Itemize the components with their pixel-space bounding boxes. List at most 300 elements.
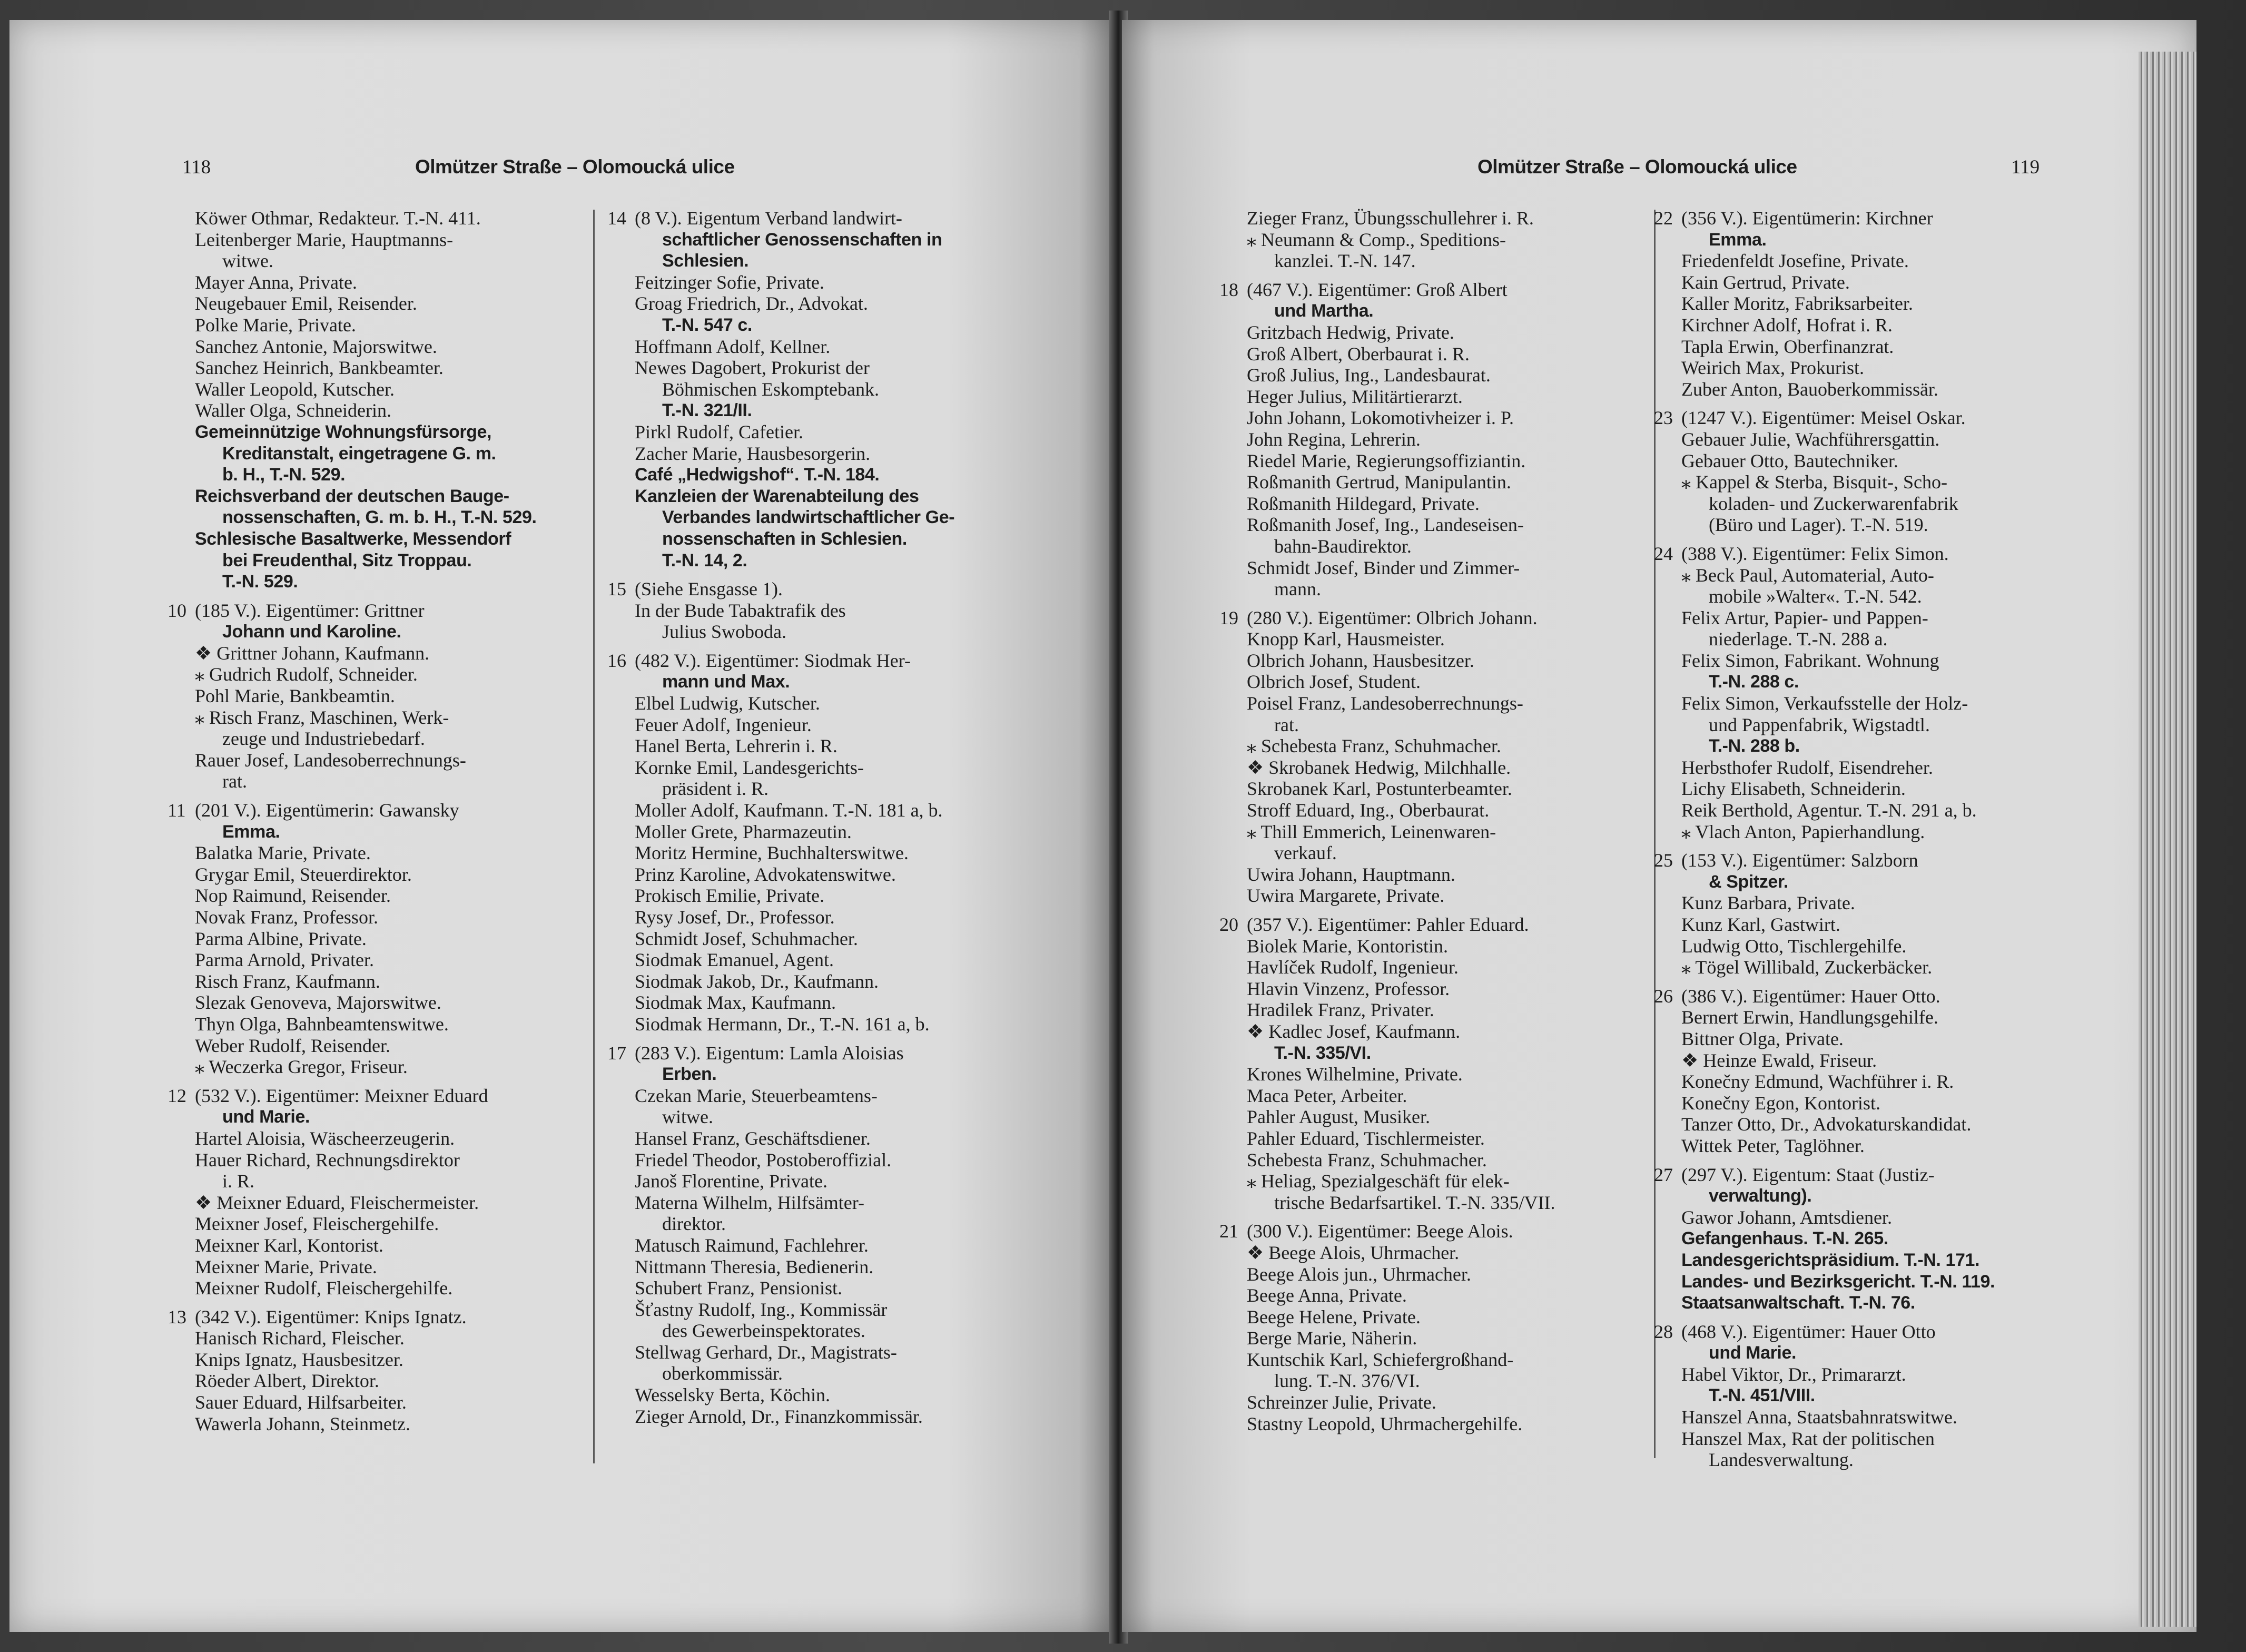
line-text: niederlage. T.-N. 288 a.: [1709, 628, 1888, 650]
line-text: Emma.: [222, 821, 280, 842]
entry-gap: [1219, 600, 1651, 607]
line-text: John Johann, Lokomotivheizer i. P.: [1247, 407, 1514, 429]
line-text: Beege Helene, Private.: [1247, 1306, 1421, 1328]
line-text: Feitzinger Sofie, Private.: [635, 271, 824, 293]
line-text: Stastny Leopold, Uhrmachergehilfe.: [1247, 1413, 1523, 1434]
directory-line: [1219, 735, 1651, 757]
entry-gap: [1654, 978, 2086, 986]
directory-line: [1654, 936, 2086, 957]
line-text: (482 V.). Eigentümer: Siodmak Her-: [635, 650, 911, 671]
line-text: Kreditanstalt, eingetragene G. m.: [222, 443, 496, 464]
house-number: 15: [607, 578, 626, 600]
directory-line: [607, 1106, 1029, 1128]
directory-line: [1219, 1021, 1651, 1043]
directory-line: [607, 250, 1029, 272]
directory-line: [1654, 1228, 2086, 1250]
line-text: Roßmanith Josef, Ing., Landeseisen-: [1247, 514, 1524, 536]
line-text: In der Bude Tabaktrafik des: [635, 599, 846, 621]
house-number: 24: [1654, 543, 1673, 564]
line-text: (388 V.). Eigentümer: Felix Simon.: [1681, 543, 1949, 564]
line-text: Hanszel Max, Rat der politischen: [1681, 1428, 1935, 1449]
entry-gap: [607, 571, 1029, 578]
directory-line: [607, 885, 1029, 907]
directory-line: [607, 1085, 1029, 1107]
directory-line: [1654, 1093, 2086, 1114]
directory-line: [1219, 1306, 1651, 1328]
line-text: Nop Raimund, Reisender.: [195, 885, 391, 907]
line-text: Czekan Marie, Steuerbeamtens-: [635, 1085, 878, 1106]
line-text: (1247 V.). Eigentümer: Meisel Oskar.: [1681, 407, 1966, 429]
directory-line: [607, 400, 1029, 421]
line-text: trische Bedarfsartikel. T.-N. 335/VII.: [1274, 1192, 1555, 1213]
directory-line: [1219, 1149, 1651, 1171]
line-text: Roßmanith Gertrud, Manipulantin.: [1247, 471, 1511, 493]
directory-line: [1219, 671, 1651, 693]
directory-line: [607, 778, 1029, 800]
line-text: Sanchez Antonie, Majorswitwe.: [195, 336, 437, 357]
directory-line: [1654, 586, 2086, 607]
line-text: Köwer Othmar, Redakteur. T.-N. 411.: [195, 208, 481, 229]
directory-line: [168, 864, 589, 886]
directory-line: [1654, 1185, 2086, 1207]
directory-line: [607, 272, 1029, 293]
line-text: Schlesien.: [662, 251, 749, 271]
line-text: Emma.: [1709, 229, 1767, 250]
house-number: 18: [1219, 279, 1238, 300]
line-text: Sauer Eduard, Hilfsarbeiter.: [195, 1392, 407, 1413]
house-number: 20: [1219, 914, 1238, 935]
line-text: Groß Julius, Ing., Landesbaurat.: [1247, 365, 1491, 386]
line-text: ❖ Meixner Eduard, Fleischermeister.: [195, 1192, 479, 1213]
line-text: Kain Gertrud, Private.: [1681, 271, 1850, 293]
line-text: Waller Leopold, Kutscher.: [195, 378, 395, 400]
line-text: Leitenberger Marie, Hauptmanns-: [195, 229, 454, 250]
line-text: oberkommissär.: [662, 1363, 783, 1384]
directory-line: [1654, 714, 2086, 736]
directory-line: [1219, 300, 1651, 322]
directory-line: [607, 1256, 1029, 1278]
line-text: Olbrich Johann, Hausbesitzer.: [1247, 650, 1474, 671]
house-number: 23: [1654, 407, 1673, 429]
line-text: des Gewerbeinspektorates.: [662, 1320, 865, 1342]
directory-line: [1219, 1349, 1651, 1371]
line-text: T.-N. 14, 2.: [662, 550, 747, 571]
line-text: Meixner Karl, Kontorist.: [195, 1234, 383, 1256]
directory-line: [168, 1192, 589, 1214]
line-text: ⁎ Schebesta Franz, Schuhmacher.: [1247, 735, 1501, 757]
directory-line: [607, 842, 1029, 864]
directory-line: [168, 528, 589, 550]
directory-line: [1219, 229, 1651, 251]
directory-line: [1654, 1207, 2086, 1228]
line-text: Knips Ignatz, Hausbesitzer.: [195, 1349, 403, 1370]
line-text: Schmidt Josef, Schuhmacher.: [635, 928, 858, 949]
line-text: lung. T.-N. 376/VI.: [1274, 1370, 1420, 1392]
entry-gap: [1219, 907, 1651, 914]
directory-line: [607, 757, 1029, 779]
directory-line: [1219, 450, 1651, 472]
line-text: Herbsthofer Rudolf, Eisendreher.: [1681, 756, 1933, 778]
directory-line: [1654, 735, 2086, 757]
line-text: Reik Berthold, Agentur. T.-N. 291 a, b.: [1681, 800, 1977, 821]
line-text: Siodmak Hermann, Dr., T.-N. 161 a, b.: [635, 1013, 930, 1035]
line-text: Hlavin Vinzenz, Professor.: [1247, 978, 1450, 999]
entry-gap: [607, 643, 1029, 650]
directory-line: [1654, 821, 2086, 843]
directory-line: [1219, 693, 1651, 714]
house-number: 22: [1654, 208, 1673, 229]
line-text: (342 V.). Eigentümer: Knips Ignatz.: [195, 1306, 467, 1328]
line-text: Sanchez Heinrich, Bankbeamter.: [195, 357, 444, 379]
directory-line: [607, 208, 1029, 229]
directory-line: [1219, 343, 1651, 365]
line-text: Mayer Anna, Private.: [195, 271, 357, 293]
line-text: und Pappenfabrik, Wigstadtl.: [1709, 714, 1930, 735]
line-text: Schlesische Basaltwerke, Messendorf: [195, 528, 511, 549]
directory-line: [1654, 565, 2086, 586]
line-text: Staatsanwaltschaft. T.-N. 76.: [1681, 1293, 1915, 1313]
directory-line: [1219, 1128, 1651, 1149]
directory-line: [1654, 850, 2086, 871]
directory-line: [1219, 1106, 1651, 1128]
line-text: Balatka Marie, Private.: [195, 842, 371, 864]
directory-line: [1654, 1321, 2086, 1343]
line-text: ⁎ Tögel Willibald, Zuckerbäcker.: [1681, 957, 1933, 978]
line-text: Newes Dagobert, Prokurist der: [635, 357, 870, 379]
line-text: Schubert Franz, Pensionist.: [635, 1277, 842, 1299]
directory-line: [607, 992, 1029, 1014]
line-text: mann.: [1274, 578, 1321, 600]
line-text: ⁎ Risch Franz, Maschinen, Werk-: [195, 706, 449, 728]
line-text: Konečny Edmund, Wachführer i. R.: [1681, 1071, 1954, 1093]
line-text: Lichy Elisabeth, Schneiderin.: [1681, 778, 1906, 800]
directory-line: [168, 971, 589, 992]
line-text: (Siehe Ensgasse 1).: [635, 578, 783, 600]
directory-line: [1219, 842, 1651, 864]
line-text: Reichsverband der deutschen Bauge-: [195, 486, 509, 506]
line-text: (300 V.). Eigentümer: Beege Alois.: [1247, 1221, 1513, 1242]
line-text: bahn-Baudirektor.: [1274, 535, 1412, 557]
directory-line: [1654, 1364, 2086, 1385]
directory-line: [607, 1342, 1029, 1363]
directory-line: [1219, 1064, 1651, 1085]
line-text: Felix Artur, Papier- und Pappen-: [1681, 607, 1928, 628]
directory-line: [168, 1256, 589, 1278]
line-text: Moritz Hermine, Buchhalterswitwe.: [635, 842, 909, 864]
line-text: Erben.: [662, 1064, 717, 1085]
line-text: Moller Adolf, Kaufmann. T.-N. 181 a, b.: [635, 800, 943, 821]
directory-line: [168, 1328, 589, 1349]
directory-line: [607, 800, 1029, 821]
line-text: mobile »Walter«. T.-N. 542.: [1709, 586, 1922, 607]
line-text: bei Freudenthal, Sitz Troppau.: [222, 550, 472, 571]
directory-line: [168, 600, 589, 622]
line-text: Felix Simon, Fabrikant. Wohnung: [1681, 650, 1939, 671]
directory-line: [168, 842, 589, 864]
left-column-1: [168, 208, 589, 1434]
line-text: Feuer Adolf, Ingenieur.: [635, 714, 812, 735]
directory-line: [168, 643, 589, 664]
directory-line: [607, 578, 1029, 600]
line-text: Šťastny Rudolf, Ing., Kommissär: [635, 1299, 888, 1320]
directory-line: [168, 571, 589, 593]
directory-line: [1654, 671, 2086, 693]
directory-line: [168, 1106, 589, 1128]
directory-line: [168, 1306, 589, 1328]
house-number: 11: [168, 800, 186, 821]
line-text: T.-N. 288 b.: [1709, 736, 1800, 756]
line-text: Johann und Karoline.: [222, 622, 401, 642]
directory-line: [607, 1277, 1029, 1299]
directory-line: [168, 771, 589, 792]
directory-line: [607, 821, 1029, 843]
directory-line: [168, 1213, 589, 1235]
directory-line: [607, 507, 1029, 528]
line-text: Gebauer Otto, Bautechniker.: [1681, 450, 1898, 471]
directory-line: [607, 600, 1029, 622]
entry-gap: [1654, 842, 2086, 850]
directory-line: [168, 621, 589, 643]
directory-line: [168, 1413, 589, 1435]
line-text: Pirkl Rudolf, Cafetier.: [635, 421, 803, 442]
line-text: Waller Olga, Schneiderin.: [195, 400, 391, 421]
line-text: ⁎ Vlach Anton, Papierhandlung.: [1681, 821, 1925, 842]
directory-line: [1654, 892, 2086, 914]
house-number: 27: [1654, 1164, 1673, 1185]
line-text: Gefangenhaus. T.-N. 265.: [1681, 1228, 1888, 1249]
directory-line: [607, 1299, 1029, 1321]
line-text: John Regina, Lehrerin.: [1247, 428, 1421, 450]
line-text: schaftlicher Genossenschaften in: [662, 229, 942, 250]
directory-line: [168, 379, 589, 400]
directory-line: [1219, 1171, 1651, 1192]
line-text: T.-N. 335/VI.: [1274, 1043, 1371, 1063]
directory-line: [168, 336, 589, 358]
line-text: Uwira Margarete, Private.: [1247, 885, 1445, 907]
line-text: Beege Anna, Private.: [1247, 1285, 1407, 1306]
directory-line: [1219, 821, 1651, 843]
directory-line: [607, 864, 1029, 886]
directory-line: [168, 928, 589, 950]
directory-line: [1219, 429, 1651, 450]
line-text: (201 V.). Eigentümerin: Gawansky: [195, 800, 459, 821]
line-text: (532 V.). Eigentümer: Meixner Eduard: [195, 1085, 488, 1106]
directory-line: [607, 1363, 1029, 1384]
directory-line: [1219, 1413, 1651, 1435]
line-text: Stroff Eduard, Ing., Oberbaurat.: [1247, 800, 1490, 821]
line-text: koladen- und Zuckerwarenfabrik: [1709, 493, 1958, 514]
left-column-2: [607, 208, 1029, 1427]
entry-gap: [1654, 1157, 2086, 1164]
line-text: nossenschaften in Schlesien.: [662, 528, 907, 549]
directory-line: [1654, 800, 2086, 821]
line-text: Meixner Marie, Private.: [195, 1256, 377, 1277]
directory-line: [168, 1035, 589, 1057]
directory-line: [1219, 557, 1651, 579]
house-number: 12: [168, 1085, 186, 1106]
line-text: Heger Julius, Militärtierarzt.: [1247, 386, 1463, 407]
directory-line: [607, 421, 1029, 443]
directory-line: [168, 1277, 589, 1299]
directory-line: [168, 486, 589, 507]
line-text: kanzlei. T.-N. 147.: [1274, 250, 1416, 272]
line-text: Rysy Josef, Dr., Professor.: [635, 907, 835, 928]
directory-line: [168, 949, 589, 971]
line-text: Janoš Florentine, Private.: [635, 1171, 828, 1192]
directory-line: [168, 1056, 589, 1078]
directory-line: [607, 1320, 1029, 1342]
line-text: Elbel Ludwig, Kutscher.: [635, 693, 820, 714]
directory-line: [168, 728, 589, 750]
line-text: Gawor Johann, Amtsdiener.: [1681, 1206, 1892, 1228]
line-text: Parma Arnold, Privater.: [195, 949, 374, 971]
directory-line: [1219, 978, 1651, 1000]
line-text: Kaller Moritz, Fabriksarbeiter.: [1681, 293, 1913, 314]
directory-line: [1654, 778, 2086, 800]
line-text: Böhmischen Eskomptebank.: [662, 378, 879, 400]
line-text: Slezak Genoveva, Majorswitwe.: [195, 992, 441, 1014]
entry-gap: [1219, 272, 1651, 279]
line-text: Prinz Karoline, Advokatenswitwe.: [635, 863, 896, 885]
line-text: (467 V.). Eigentümer: Groß Albert: [1247, 279, 1508, 300]
directory-line: [1654, 229, 2086, 251]
line-text: Schmidt Josef, Binder und Zimmer-: [1247, 557, 1520, 578]
house-number: 25: [1654, 850, 1673, 871]
directory-line: [1219, 628, 1651, 650]
directory-line: [1654, 1385, 2086, 1407]
line-text: Kunz Barbara, Private.: [1681, 892, 1855, 914]
directory-line: [1219, 1043, 1651, 1064]
line-text: ❖ Heinze Ewald, Friseur.: [1681, 1049, 1877, 1071]
directory-line: [607, 1064, 1029, 1085]
line-text: Novak Franz, Professor.: [195, 907, 378, 928]
line-text: Landesgerichtspräsidium. T.-N. 171.: [1681, 1250, 1980, 1270]
line-text: Havlíček Rudolf, Ingenieur.: [1247, 957, 1459, 978]
directory-line: [1654, 693, 2086, 714]
line-text: und Marie.: [1709, 1343, 1797, 1363]
directory-line: [1219, 279, 1651, 301]
line-text: Poisel Franz, Landesoberrechnungs-: [1247, 693, 1523, 714]
directory-line: [1654, 1050, 2086, 1071]
line-text: ❖ Beege Alois, Uhrmacher.: [1247, 1242, 1460, 1263]
line-text: Prokisch Emilie, Private.: [635, 885, 824, 907]
directory-line: [1654, 1342, 2086, 1364]
house-number: 16: [607, 650, 626, 671]
line-text: direktor.: [662, 1213, 726, 1235]
line-text: (356 V.). Eigentümerin: Kirchner: [1681, 208, 1933, 229]
line-text: ⁎ Neumann & Comp., Speditions-: [1247, 229, 1506, 250]
directory-line: [607, 1014, 1029, 1035]
directory-line: [607, 1171, 1029, 1192]
line-text: Moller Grete, Pharmazeutin.: [635, 821, 852, 842]
line-text: Kunz Karl, Gastwirt.: [1681, 914, 1840, 935]
line-text: Stellwag Gerhard, Dr., Magistrats-: [635, 1341, 897, 1363]
right-column-1: [1219, 208, 1651, 1434]
directory-line: [607, 314, 1029, 336]
line-text: zeuge und Industriebedarf.: [222, 728, 425, 750]
line-text: rat.: [222, 771, 247, 792]
directory-line: [168, 421, 589, 443]
right-running-title: Olmützer Straße – Olomoucká ulice: [1477, 156, 1797, 178]
directory-line: [1654, 757, 2086, 779]
line-text: (357 V.). Eigentümer: Pahler Eduard.: [1247, 914, 1529, 935]
line-text: Olbrich Josef, Student.: [1247, 671, 1421, 693]
directory-line: [607, 693, 1029, 714]
directory-line: [1654, 957, 2086, 978]
house-number: 14: [607, 208, 626, 229]
directory-line: [168, 1349, 589, 1371]
directory-line: [1219, 322, 1651, 343]
directory-line: [1219, 1285, 1651, 1306]
directory-line: [1654, 336, 2086, 358]
entry-gap: [1654, 536, 2086, 543]
line-text: Zuber Anton, Bauoberkommissär.: [1681, 378, 1938, 400]
house-number: 13: [168, 1306, 186, 1328]
left-running-title: Olmützer Straße – Olomoucká ulice: [415, 156, 735, 178]
directory-line: [1219, 778, 1651, 800]
line-text: Hanisch Richard, Fleischer.: [195, 1328, 405, 1349]
directory-line: [168, 507, 589, 528]
line-text: Hoffmann Adolf, Kellner.: [635, 336, 831, 357]
line-text: b. H., T.-N. 529.: [222, 465, 346, 485]
line-text: ⁎ Beck Paul, Automaterial, Auto-: [1681, 564, 1934, 586]
line-text: T.-N. 529.: [222, 572, 298, 592]
directory-line: [1654, 1292, 2086, 1314]
directory-line: [1219, 386, 1651, 408]
directory-line: [1219, 607, 1651, 629]
line-text: Wittek Peter, Taglöhner.: [1681, 1135, 1865, 1156]
right-page-number: 119: [2011, 156, 2040, 178]
directory-line: [607, 928, 1029, 950]
line-text: T.-N. 321/II.: [662, 400, 752, 421]
line-text: Polke Marie, Private.: [195, 314, 356, 336]
directory-line: [1654, 379, 2086, 400]
directory-line: [607, 1406, 1029, 1428]
line-text: Groß Albert, Oberbaurat i. R.: [1247, 343, 1470, 365]
line-text: Uwira Johann, Hauptmann.: [1247, 863, 1455, 885]
line-text: Hanel Berta, Lehrerin i. R.: [635, 735, 838, 757]
directory-line: [168, 400, 589, 421]
line-text: ⁎ Heliag, Spezialgeschäft für elek-: [1247, 1171, 1510, 1192]
directory-line: [168, 314, 589, 336]
line-text: (283 V.). Eigentum: Lamla Aloisias: [635, 1042, 904, 1064]
line-text: Gebauer Julie, Wachführersgattin.: [1681, 428, 1940, 450]
line-text: Maca Peter, Arbeiter.: [1247, 1085, 1407, 1106]
line-text: Roßmanith Hildegard, Private.: [1247, 493, 1480, 514]
directory-line: [1654, 450, 2086, 472]
line-text: Ludwig Otto, Tischlergehilfe.: [1681, 935, 1907, 957]
directory-line: [1219, 407, 1651, 429]
line-text: i. R.: [222, 1171, 255, 1192]
line-text: ⁎ Weczerka Gregor, Friseur.: [195, 1056, 408, 1078]
line-text: Knopp Karl, Hausmeister.: [1247, 628, 1445, 650]
line-text: Meixner Rudolf, Fleischergehilfe.: [195, 1277, 453, 1299]
directory-line: [1219, 1242, 1651, 1264]
line-text: Matusch Raimund, Fachlehrer.: [635, 1234, 869, 1256]
line-text: (386 V.). Eigentümer: Hauer Otto.: [1681, 985, 1940, 1007]
line-text: Krones Wilhelmine, Private.: [1247, 1064, 1463, 1085]
directory-line: [1654, 250, 2086, 272]
directory-line: [1219, 714, 1651, 736]
line-text: Groag Friedrich, Dr., Advokat.: [635, 293, 868, 314]
directory-line: [607, 293, 1029, 314]
directory-line: [1654, 1071, 2086, 1093]
line-text: ⁎ Kappel & Sterba, Bisquit-, Scho-: [1681, 471, 1947, 493]
directory-line: [607, 357, 1029, 379]
line-text: Kuntschik Karl, Schiefergroßhand-: [1247, 1349, 1514, 1370]
directory-line: [607, 443, 1029, 465]
directory-line: [1219, 800, 1651, 821]
